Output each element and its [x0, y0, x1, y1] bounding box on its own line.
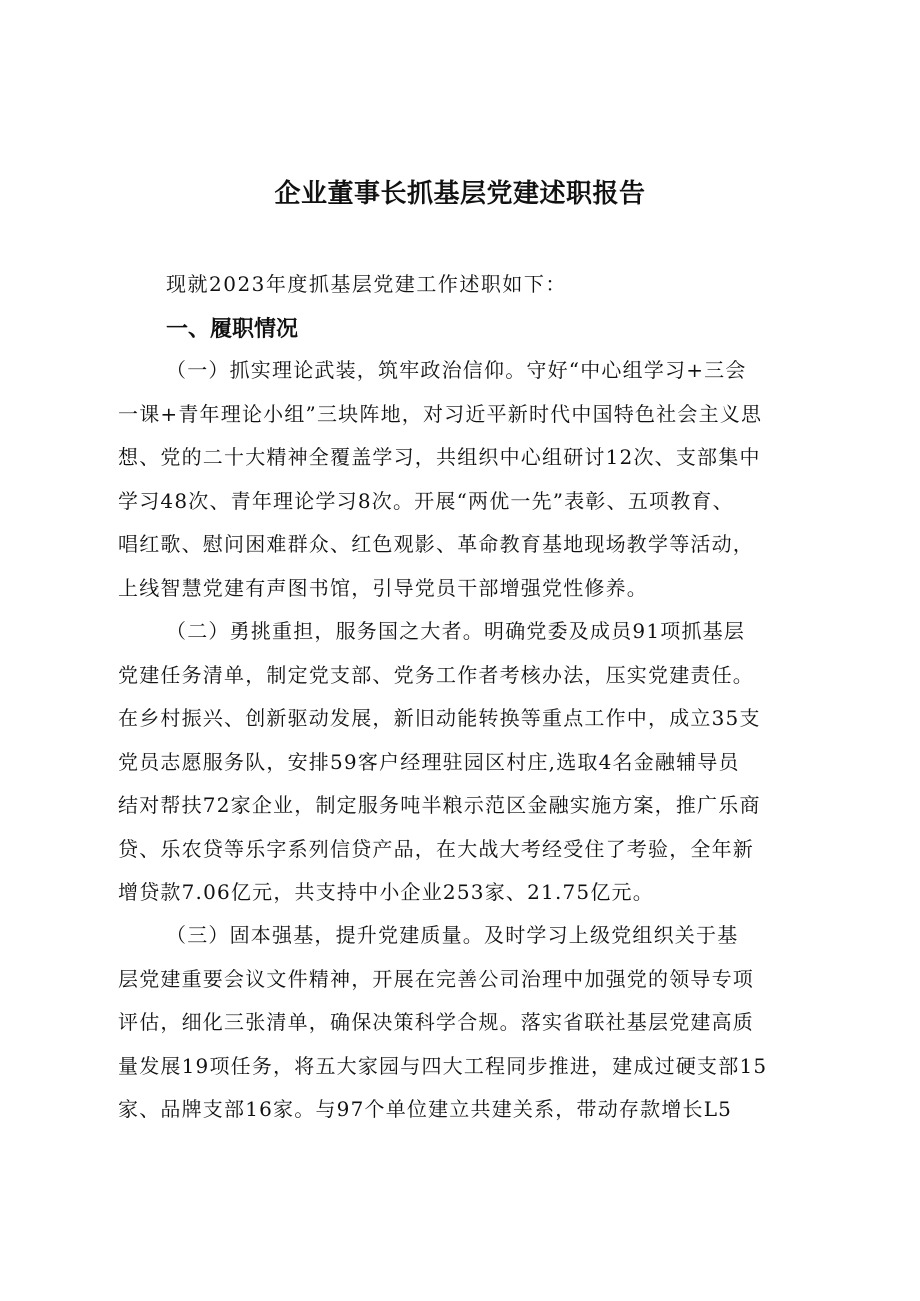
paragraph-line: 一课+青年理论小组”三块阵地，对习近平新时代中国特色社会主义思 — [118, 401, 763, 426]
document-title: 企业董事长抓基层党建述职报告 — [274, 179, 646, 209]
paragraph-line: （二）勇挑重担，服务国之大者。明确党委及成员91项抓基层 — [166, 619, 746, 643]
paragraph-line: 党员志愿服务队，安排59客户经理驻园区村庄,选取4名金融辅导员 — [118, 749, 740, 774]
paragraph-line: 层党建重要会议文件精神，开展在完善公司治理中加强党的领导专项 — [118, 966, 754, 991]
paragraph-line: 结对帮扶72家企业，制定服务吨半粮示范区金融实施方案，推广乐商 — [118, 793, 761, 817]
section-heading: 一、履职情况 — [166, 317, 299, 342]
paragraph-line: 贷、乐农贷等乐字系列信贷产品，在大战大考经受住了考验，全年新 — [118, 836, 754, 861]
paragraph-line: 评估，细化三张清单，确保决策科学合规。落实省联社基层党建高质 — [118, 1010, 754, 1034]
paragraph-line: 在乡村振兴、创新驱动发展，新旧动能转换等重点工作中，成立35支 — [118, 706, 761, 730]
paragraph-line: 想、党的二十大精神全覆盖学习，共组织中心组研讨12次、支部集中 — [118, 445, 761, 469]
paragraph-line: 学习48次、青年理论学习8次。开展“两优一先”表彰、五项教育、 — [118, 488, 734, 513]
intro-paragraph: 现就2023年度抓基层党建工作述职如下： — [166, 272, 567, 296]
paragraph-line: 家、品牌支部16家。与97个单位建立共建关系，带动存款增长L5 — [118, 1097, 733, 1121]
paragraph-service-tasks — [118, 610, 838, 915]
paragraph-line: （一）抓实理论武装，筑牢政治信仰。守好“中心组学习+三会 — [166, 358, 747, 382]
paragraph-line: 唱红歌、慰问困难群众、红色观影、革命教育基地现场教学等活动， — [118, 532, 754, 556]
paragraph-line: 量发展19项任务，将五大家园与四大工程同步推进，建成过硬支部15 — [118, 1053, 768, 1078]
paragraph-line: 党建任务清单，制定党支部、党务工作者考核办法，压实党建责任。 — [118, 662, 754, 687]
paragraph-theory-study — [118, 349, 838, 610]
paragraph-line: 上线智慧党建有声图书馆，引导党员干部增强党性修养。 — [118, 575, 648, 600]
paragraph-party-building-quality — [118, 914, 838, 1132]
paragraph-line: （三）固本强基，提升党建质量。及时学习上级党组织关于基 — [166, 923, 739, 947]
paragraph-line: 增贷款7.06亿元，共支持中小企业253家、21.75亿元。 — [118, 880, 654, 904]
